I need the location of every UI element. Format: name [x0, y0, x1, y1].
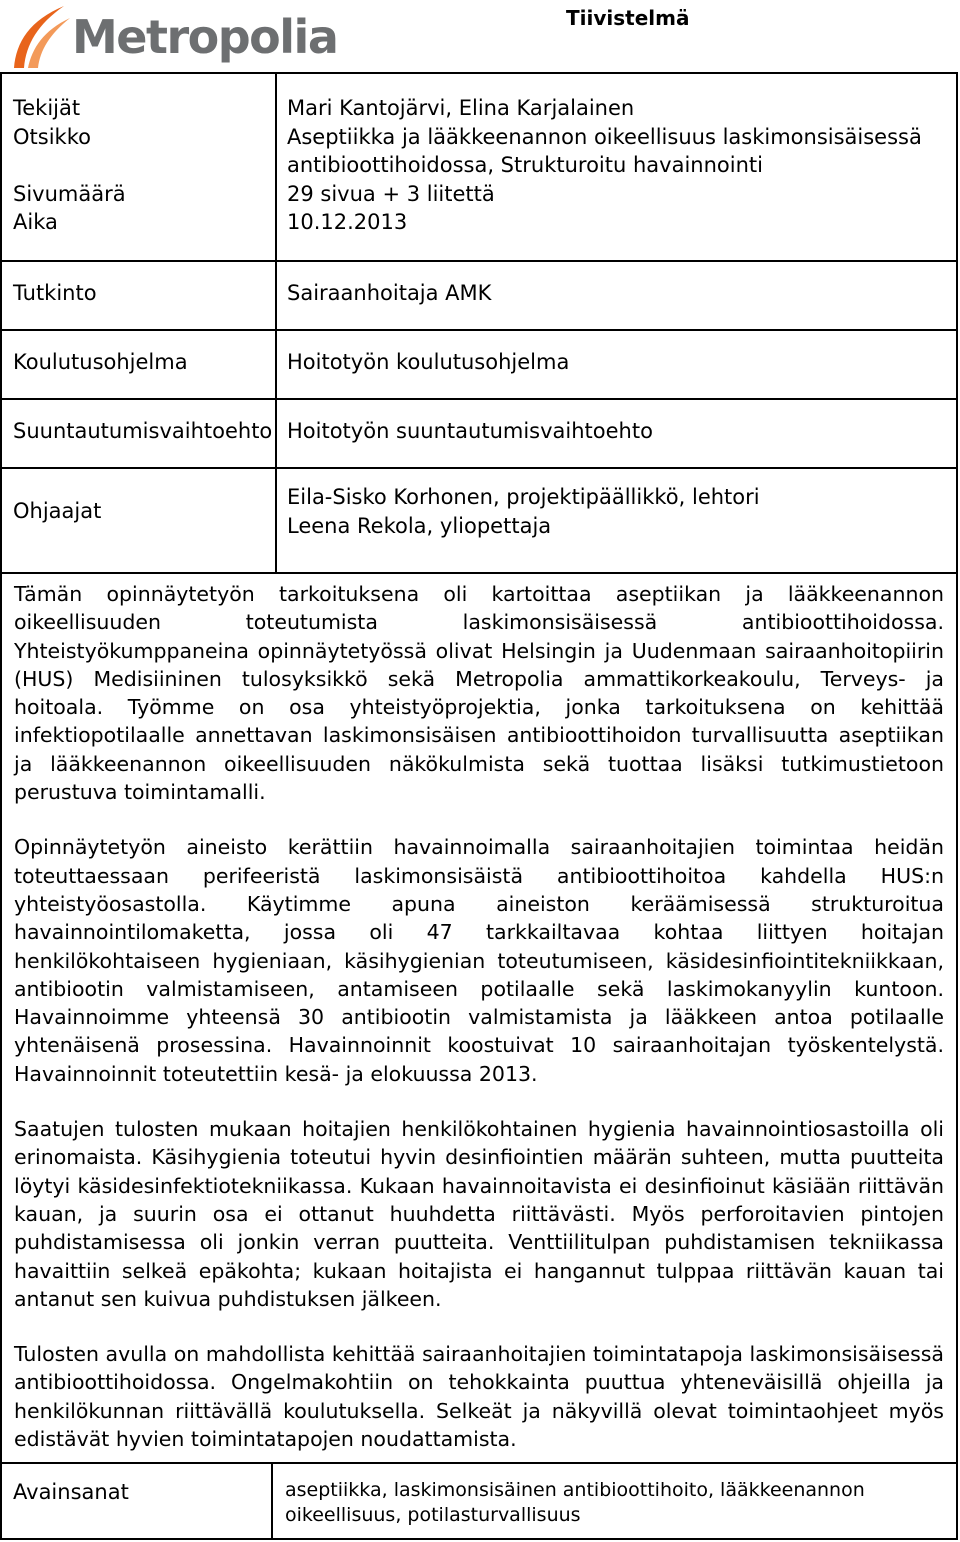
metadata-row-degree [1, 261, 957, 330]
date-value: 10.12.2013 [287, 210, 408, 234]
degree-label: Tutkinto [1, 261, 276, 330]
programme-value: Hoitotyön koulutusohjelma [276, 330, 957, 399]
keywords-values [285, 1478, 865, 1528]
basic-labels [1, 73, 276, 261]
abstract-body [0, 564, 958, 1464]
keywords-divider [271, 1464, 273, 1538]
pages-label: Sivumäärä [13, 181, 126, 206]
metadata-table [0, 72, 958, 574]
keywords-line-1: aseptiikka, laskimonsisäinen antibioottihoito, lääkkeenannon [285, 1479, 865, 1501]
metadata-row-supervisors [1, 468, 957, 573]
authors-label: Tekijät [13, 96, 81, 120]
abstract-paragraph-4: Tulosten avulla on mahdollista kehittää sairaanhoitajien toimintatapoja laskimonsisäisessä antibioottihoidossa. Ongelmakohtiin on tehokkainta puuttua yhteneväisillä ohjeilla ja henkilökunnan riittävällä koulutuksella. Selkeät ja näkyvillä olevat toimintaohjeet myös edistävät hyvien toimintatapojen noudattamista. [14, 1342, 944, 1452]
abstract-paragraph-3: Saatujen tulosten mukaan hoitajien henkilökohtainen hygienia havainnointiosastoilla oli erinomaista. Käsihygienia toteutui hyvin desinfiointien määrän suhteen, mutta puutteita löytyi käsidesinfektiotekniikassa. Kukaan havainnoitavista ei desinfioinut käsiään riittävän kauan, ja suurin osa ei ottanut huuhdetta riittävästi. Myös perforoitavien pintojen puhdistamisessa oli jonkin verran puutteita. Venttiilitulpan puhdistamisen tekniikassa havaittiin selkeä epäkohta; kukaan hoitajista ei hangannut tulppaa riittävän kauan tai antanut sen kuivua puhdistuksen jälkeen. [14, 1117, 944, 1311]
abstract-paragraph-2: Opinnäytetyön aineisto kerättiin havainnoimalla sairaanhoitajien toimintaa heidän toteuttaessaan perifeeristä laskimonsisäistä antibioottihoitoa kahdella HUS:n yhteistyöosastolla. Käytimme apuna aineiston keräämisessä strukturoitua havainnointilomaketta, jossa oli 47 tarkkailtavaa kohtaa liittyen hoitajan henkilökohtaiseen hygieniaan, käsihygienian toteutumiseen, käsidesinfiointitekniikkaan, antibiootin valmistamiseen, antamiseen potilaalle sekä laskimokanyylin kuntoon. Havainnoimme yhteensä 30 antibiootin valmistamista ja lääkkeen antoa potilaalle yhtenäisenä prosessina. Havainnoinnit koostuivat 10 sairaanhoitajan työskentelystä. Havainnoinnit toteutettiin kesä- ja elokuussa 2013. [14, 835, 944, 1086]
logo-wordmark: Metropolia [72, 10, 338, 64]
supervisor-1: Eila-Sisko Korhonen, projektipäällikkö, lehtori [287, 485, 760, 509]
keywords-box [0, 1462, 958, 1540]
date-label: Aika [13, 210, 58, 234]
keywords-label: Avainsanat [13, 1480, 129, 1504]
title-value-line1: Aseptiikka ja lääkkeenannon oikeellisuus laskimonsisäisessä [287, 124, 922, 149]
keywords-line-2: oikeellisuus, potilasturvallisuus [285, 1504, 581, 1526]
document-type: Tiivistelmä [566, 6, 690, 30]
basic-values [276, 73, 957, 261]
page-header [0, 0, 960, 72]
supervisors-label: Ohjaajat [1, 468, 276, 573]
supervisors-values [276, 468, 957, 573]
logo-flame-icon [8, 2, 78, 72]
authors-value: Mari Kantojärvi, Elina Karjalainen [287, 96, 635, 120]
metadata-row-specialisation [1, 399, 957, 468]
pages-value: 29 sivua + 3 liitettä [287, 181, 495, 206]
supervisor-2: Leena Rekola, yliopettaja [287, 513, 552, 538]
title-label: Otsikko [13, 124, 91, 149]
programme-label: Koulutusohjelma [1, 330, 276, 399]
title-value-line2: antibioottihoidossa, Strukturoitu havainnointi [287, 153, 763, 177]
metadata-row-programme [1, 330, 957, 399]
degree-value: Sairaanhoitaja AMK [276, 261, 957, 330]
specialisation-value: Hoitotyön suuntautumisvaihtoehto [276, 399, 957, 468]
metadata-row-basic [1, 73, 957, 261]
specialisation-label: Suuntautumisvaihtoehto [1, 399, 276, 468]
abstract-paragraph-1: Tämän opinnäytetyön tarkoituksena oli kartoittaa aseptiikan ja lääkkeenannon oikeellisuuden toteutumista laskimonsisäisessä antibioottihoidossa. Yhteistyökumppaneina opinnäytetyössä olivat Helsingin ja Uudenmaan sairaanhoitopiirin (HUS) Medisiininen tulosyksikkö sekä Metropolia ammattikorkeakoulu, Terveys- ja hoitoala. Työmme on osa yhteistyöprojektia, jonka tarkoituksena on kehittää infektiopotilaalle annettavan laskimonsisäisen antibioottihoidon turvallisuutta aseptiikan ja lääkkeenannon oikeellisuuden näkökulmista sekä tuottaa lisäksi tutkimustietoon perustuva toimintamalli. [14, 582, 944, 805]
metropolia-logo [8, 2, 338, 72]
